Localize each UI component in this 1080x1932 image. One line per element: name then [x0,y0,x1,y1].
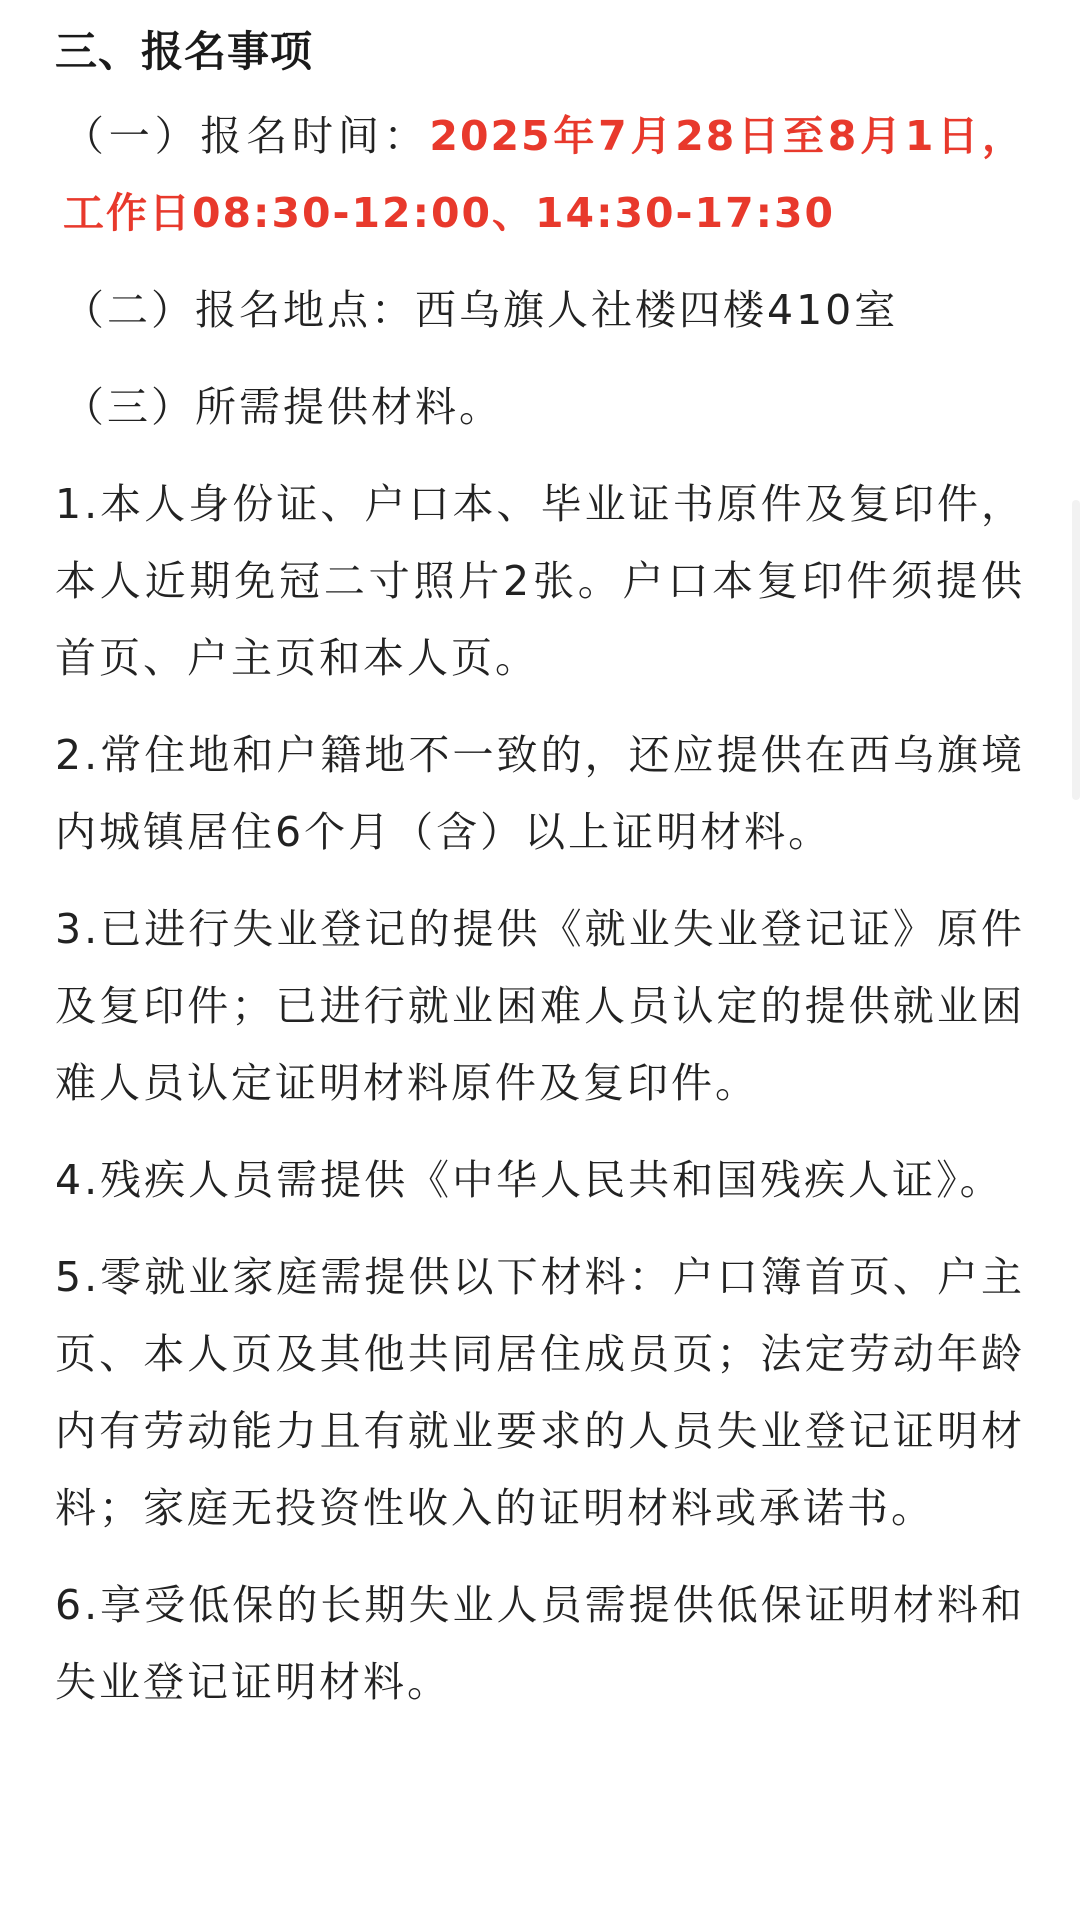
registration-place: （二）报名地点：西乌旗人社楼四楼410室 [63,286,899,334]
material-item-3: 3.已进行失业登记的提供《就业失业登记证》原件及复印件；已进行就业困难人员认定的提供就业困难人员认定证明材料原件及复印件。 [55,905,1025,1107]
material-item-1: 1.本人身份证、户口本、毕业证书原件及复印件，本人近期免冠二寸照片2张。户口本复印件须提供首页、户主页和本人页。 [55,480,1025,682]
article-body [55,22,1025,1741]
section-title: 三、报名事项 [55,27,314,76]
materials-heading: （三）所需提供材料。 [63,383,503,431]
registration-time-value: 2025年7月28日至8月1日，工作日08:30-12:00、14:30-17:30 [63,112,1026,237]
material-item-2: 2.常住地和户籍地不一致的，还应提供在西乌旗境内城镇居住6个月（含）以上证明材料。 [55,731,1025,856]
material-item-6: 6.享受低保的长期失业人员需提供低保证明材料和失业登记证明材料。 [55,1581,1025,1706]
registration-time [55,98,1025,252]
registration-time-label: （一）报名时间： [63,112,430,160]
material-item-5: 5.零就业家庭需提供以下材料：户口簿首页、户主页、本人页及其他共同居住成员页；法定劳动年龄内有劳动能力且有就业要求的人员失业登记证明材料；家庭无投资性收入的证明材料或承诺书。 [55,1253,1025,1532]
scroll-indicator[interactable] [1072,500,1080,800]
material-item-4: 4.残疾人员需提供《中华人民共和国残疾人证》。 [55,1156,1004,1204]
